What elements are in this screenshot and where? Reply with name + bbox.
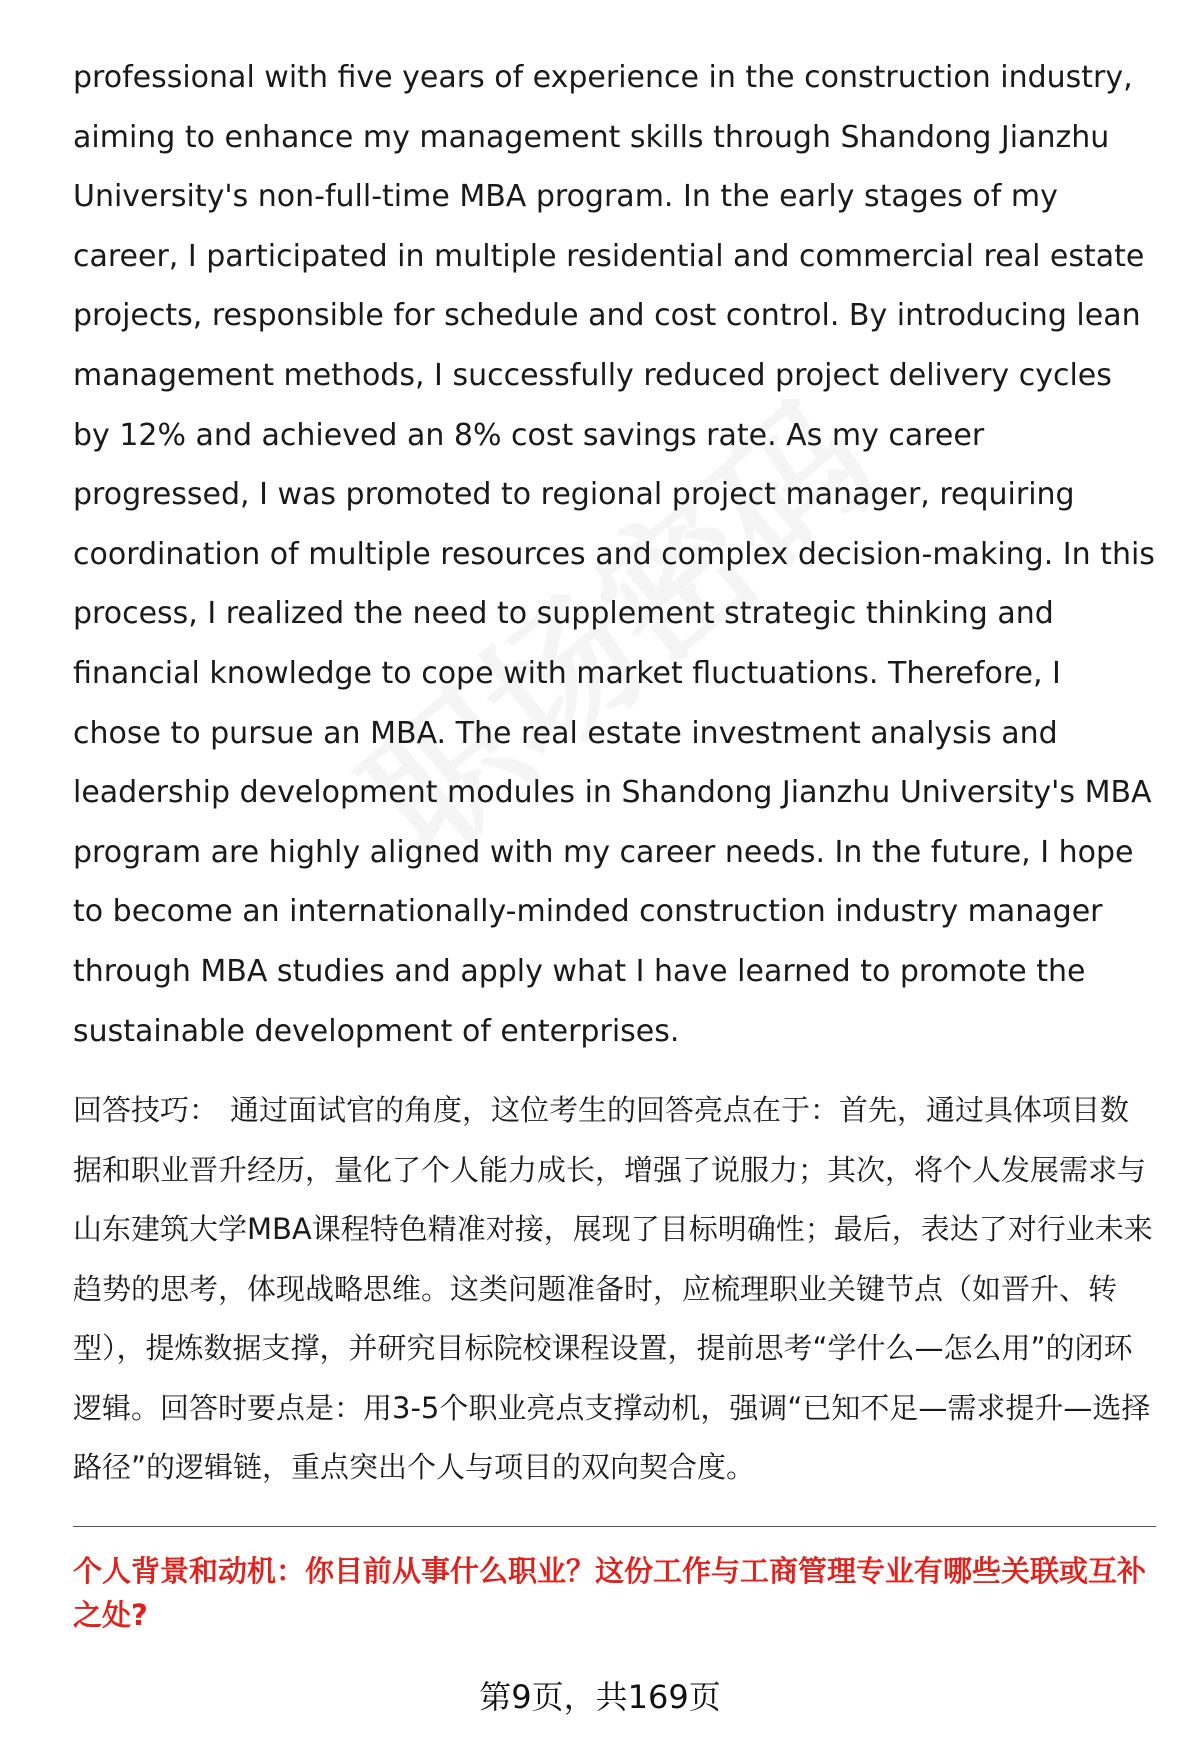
tips-label: 回答技巧： (73, 1093, 219, 1128)
section-divider (73, 1526, 1156, 1527)
document-page (73, 48, 1156, 1637)
answer-paragraph: professional with five years of experience in the construction industry, aiming to enhance my management skills through Shandong Jianzhu University's non-full-time MBA program. In the early stages of my career, I participated in multiple residential and commercial real estate projects, responsible for schedule and cost control. By introducing lean management methods, I successfully reduced project delivery cycles by 12% and achieved an 8% cost savings rate. As my career progressed, I was promoted to regional project manager, requiring coordination of multiple resources and complex decision-making. In this process, I realized the need to supplement strategic thinking and financial knowledge to cope with market fluctuations. Therefore, I chose to pursue an MBA. The real estate investment analysis and leadership development modules in Shandong Jianzhu University's MBA program are highly aligned with my career needs. In the future, I hope to become an internationally-minded construction industry manager through MBA studies and apply what I have learned to promote the sustainable development of enterprises. (73, 60, 1155, 1049)
page-number: 第9页，共169页 (479, 1678, 721, 1716)
question-heading: 个人背景和动机：你目前从事什么职业？这份工作与工商管理专业有哪些关联或互补之处? (73, 1553, 1147, 1632)
answer-tips (73, 1081, 1156, 1498)
tips-text: 通过面试官的角度，这位考生的回答亮点在于：首先，通过具体项目数据和职业晋升经历，量化了个人能力成长，增强了说服力；其次，将个人发展需求与山东建筑大学MBA课程特色精准对接，展现了目标明确性；最后，表达了对行业未来趋势的思考，体现战略思维。这类问题准备时，应梳理职业关键节点（如晋升、转型），提炼数据支撑，并研究目标院校课程设置，提前思考“学什么—怎么用”的闭环逻辑。回答时要点是：用3-5个职业亮点支撑动机，强调“已知不足—需求提升—选择路径”的逻辑链，重点突出个人与项目的双向契合度。 (73, 1093, 1153, 1485)
